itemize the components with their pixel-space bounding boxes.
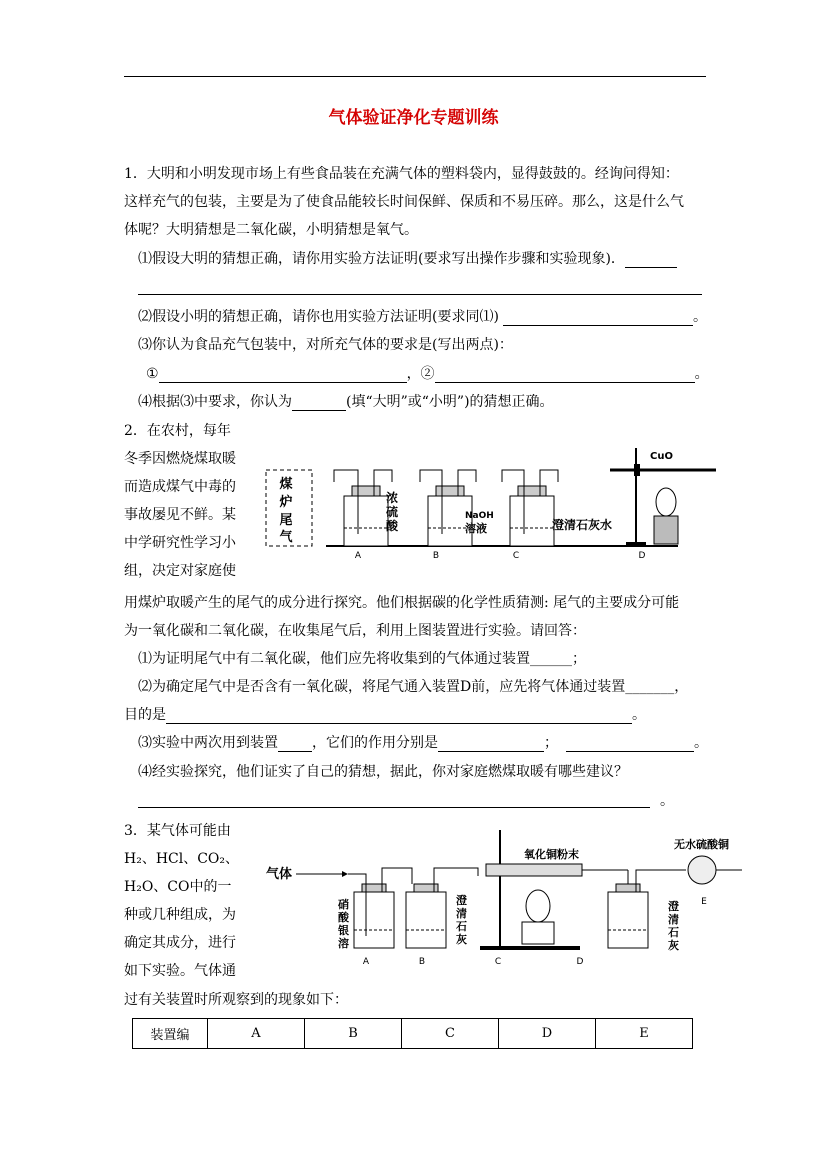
- q2-part1: ⑴为证明尾气中有二氧化碳，他们应先将收集到的气体通过装置______；: [138, 651, 586, 667]
- q1-part2-blank[interactable]: [503, 311, 693, 326]
- bottle-c-reagent: 澄清石灰水: [552, 518, 613, 532]
- lime2-label-1: 澄: [668, 900, 679, 913]
- q3-side-5: 如下实验。气体通: [124, 963, 236, 979]
- q3-side-1: H₂、HCl、CO₂、: [124, 851, 240, 867]
- lime1-label-1: 澄: [456, 894, 467, 907]
- bottle-a: [334, 470, 392, 546]
- q1-part1-blank[interactable]: [625, 253, 677, 268]
- q1-part2-text: ⑵假设小明的猜想正确，请你也用实验方法证明(要求同⑴): [138, 309, 499, 325]
- q1-part4-b: (填“大明”或“小明”)的猜想正确。: [346, 394, 554, 410]
- cuso4-label: 无水硫酸铜: [674, 838, 729, 851]
- q1-line2: 这样充气的包装，主要是为了使食品能较长时间保鲜、保质和不易压碎。那么，这是什么气: [124, 194, 684, 210]
- q1-part1: [138, 250, 677, 268]
- q1-part4-blank[interactable]: [292, 396, 346, 411]
- page-title: 气体验证净化专题训练: [328, 108, 499, 128]
- cuo-label: 氧化铜粉末: [524, 848, 579, 861]
- coal-stove-label-3: 尾: [279, 513, 293, 528]
- q3-label-b: B: [418, 957, 426, 967]
- q2-side-3: 事故屡见不鲜。某: [124, 507, 236, 523]
- q2-side-5: 组，决定对家庭使: [124, 563, 236, 579]
- q2-part3-b: ，它们的作用分别是: [312, 735, 438, 751]
- bottle-c: [502, 470, 558, 546]
- table-header-cell: E: [596, 1019, 693, 1049]
- device-d-cuo: CuO: [650, 451, 673, 462]
- coal-stove-label-4: 气: [279, 530, 293, 545]
- q1-part4-a: ⑷根据⑶中要求，你认为: [138, 394, 292, 410]
- bottle-b-reagent-1: NaOH: [465, 511, 494, 521]
- q3-label-e: E: [701, 897, 707, 907]
- q3-label-d: D: [576, 957, 584, 967]
- gas-inlet-arrowhead: [342, 871, 348, 877]
- table-header-cell: C: [402, 1019, 499, 1049]
- q3-bottle-a: [348, 868, 412, 948]
- lime2-label-2: 清: [668, 913, 679, 926]
- q3-label-c: C: [494, 957, 502, 967]
- q3-side-4: 确定其成分，进行: [124, 935, 236, 951]
- q3-line7: 过有关装置时所观察到的现象如下：: [124, 992, 348, 1008]
- q2-side-1: 冬季因燃烧煤取暖: [124, 451, 236, 467]
- label-b: B: [432, 551, 440, 561]
- q2-part3-blank3[interactable]: [566, 737, 694, 752]
- q2-part4: ⑷经实验探究，他们证实了自己的猜想，据此，你对家庭燃煤取暖有哪些建议？: [138, 764, 628, 780]
- table-header-cell: 装置编: [133, 1019, 208, 1049]
- q1-part3-answers: [146, 365, 709, 383]
- q1-part3-blank1[interactable]: [159, 368, 407, 383]
- q1-part3-b: ，②: [406, 366, 435, 382]
- agno3-label-2: 酸: [338, 911, 349, 924]
- q2-part2-purpose-label: 目的是: [124, 707, 166, 723]
- q3-label-a: A: [362, 957, 370, 967]
- coal-stove-label-2: 炉: [279, 495, 293, 510]
- q2-line7: 用煤炉取暖产生的尾气的成分进行探究。他们根据碳的化学性质猜测: 尾气的主要成分可能: [124, 595, 680, 611]
- q2-answer-line[interactable]: [138, 807, 650, 808]
- coal-stove-label-1: 煤: [279, 477, 293, 492]
- bottle-a-reagent-1: 浓: [386, 491, 399, 505]
- q3-side-2: H₂O、CO中的一: [124, 879, 232, 895]
- q3-apparatus-figure: [262, 826, 748, 968]
- q2-part2-blank[interactable]: [166, 709, 632, 724]
- table-row: [133, 1019, 693, 1049]
- q2-part4-end: 。: [660, 793, 674, 809]
- agno3-label-1: 硝: [338, 898, 349, 911]
- q2-part3: [138, 734, 708, 752]
- q2-part3-c: ；: [544, 735, 558, 751]
- q1-part3-blank2[interactable]: [435, 368, 695, 383]
- label-d: D: [638, 551, 646, 561]
- q2-part3-blank2[interactable]: [438, 737, 544, 752]
- q1-part4: [138, 393, 554, 411]
- q1-line1: 1．大明和小明发现市场上有些食品装在充满气体的塑料袋内，显得鼓鼓的。经询问得知：: [124, 166, 679, 182]
- table-header-cell: A: [208, 1019, 305, 1049]
- q2-part2: ⑵为确定尾气中是否含有一氧化碳，将尾气通入装置D前，应先将气体通过装置_______，: [138, 679, 689, 695]
- table-header-cell: B: [305, 1019, 402, 1049]
- agno3-label-3: 银: [338, 924, 349, 937]
- q2-part3-a: ⑶实验中两次用到装置: [138, 735, 278, 751]
- q1-part3: ⑶你认为食品充气包装中，对所充气体的要求是(写出两点)：: [138, 337, 513, 353]
- q3-side-0: 3．某气体可能由: [124, 823, 231, 839]
- observation-table: [132, 1018, 693, 1049]
- q1-part2-end: 。: [692, 309, 707, 325]
- bottle-a-reagent-3: 酸: [386, 519, 399, 533]
- q1-part2: [138, 308, 707, 326]
- q3-bottle-b: [406, 868, 478, 948]
- q1-answer-line[interactable]: [138, 294, 702, 295]
- header-rule: [124, 76, 706, 77]
- agno3-label-4: 溶: [338, 937, 349, 950]
- bottle-a-reagent-2: 硫: [386, 505, 399, 519]
- gas-inlet-label: 气体: [266, 867, 293, 882]
- lime2-label-4: 灰: [668, 939, 679, 952]
- lime1-label-2: 清: [456, 907, 467, 920]
- q1-part3-end: 。: [694, 366, 709, 382]
- q2-part3-blank1[interactable]: [278, 737, 312, 752]
- q2-side-2: 而造成煤气中毒的: [124, 479, 236, 495]
- lime2-label-3: 石: [668, 926, 679, 939]
- q3-side-3: 种或几种组成，为: [124, 907, 236, 923]
- q2-apparatus-figure: [258, 444, 728, 564]
- q2-part2-purpose: [124, 706, 646, 724]
- table-header-cell: D: [499, 1019, 596, 1049]
- label-c: C: [512, 551, 520, 561]
- q1-line3: 体呢？大明猜想是二氧化碳，小明猜想是氧气。: [124, 222, 418, 238]
- device-d: [610, 448, 716, 546]
- q1-part3-a: ①: [146, 366, 159, 382]
- q2-line8: 为一氧化碳和二氧化碳，在收集尾气后，利用上图装置进行实验。请回答：: [124, 623, 586, 639]
- lime1-label-3: 石: [456, 920, 467, 933]
- q2-part2-end: 。: [632, 707, 646, 723]
- label-a: A: [354, 551, 362, 561]
- lime1-label-4: 灰: [456, 933, 467, 946]
- q1-part1-text: ⑴假设大明的猜想正确，请你用实验方法证明(要求写出操作步骤和实验现象)．: [138, 251, 625, 267]
- cuso4-drying-tube: [688, 856, 716, 884]
- bottle-b-reagent-2: 溶液: [465, 522, 487, 535]
- q2-side-0: 2．在农村，每年: [124, 423, 231, 439]
- q2-part3-end: 。: [694, 735, 708, 751]
- q2-side-4: 中学研究性学习小: [124, 535, 236, 551]
